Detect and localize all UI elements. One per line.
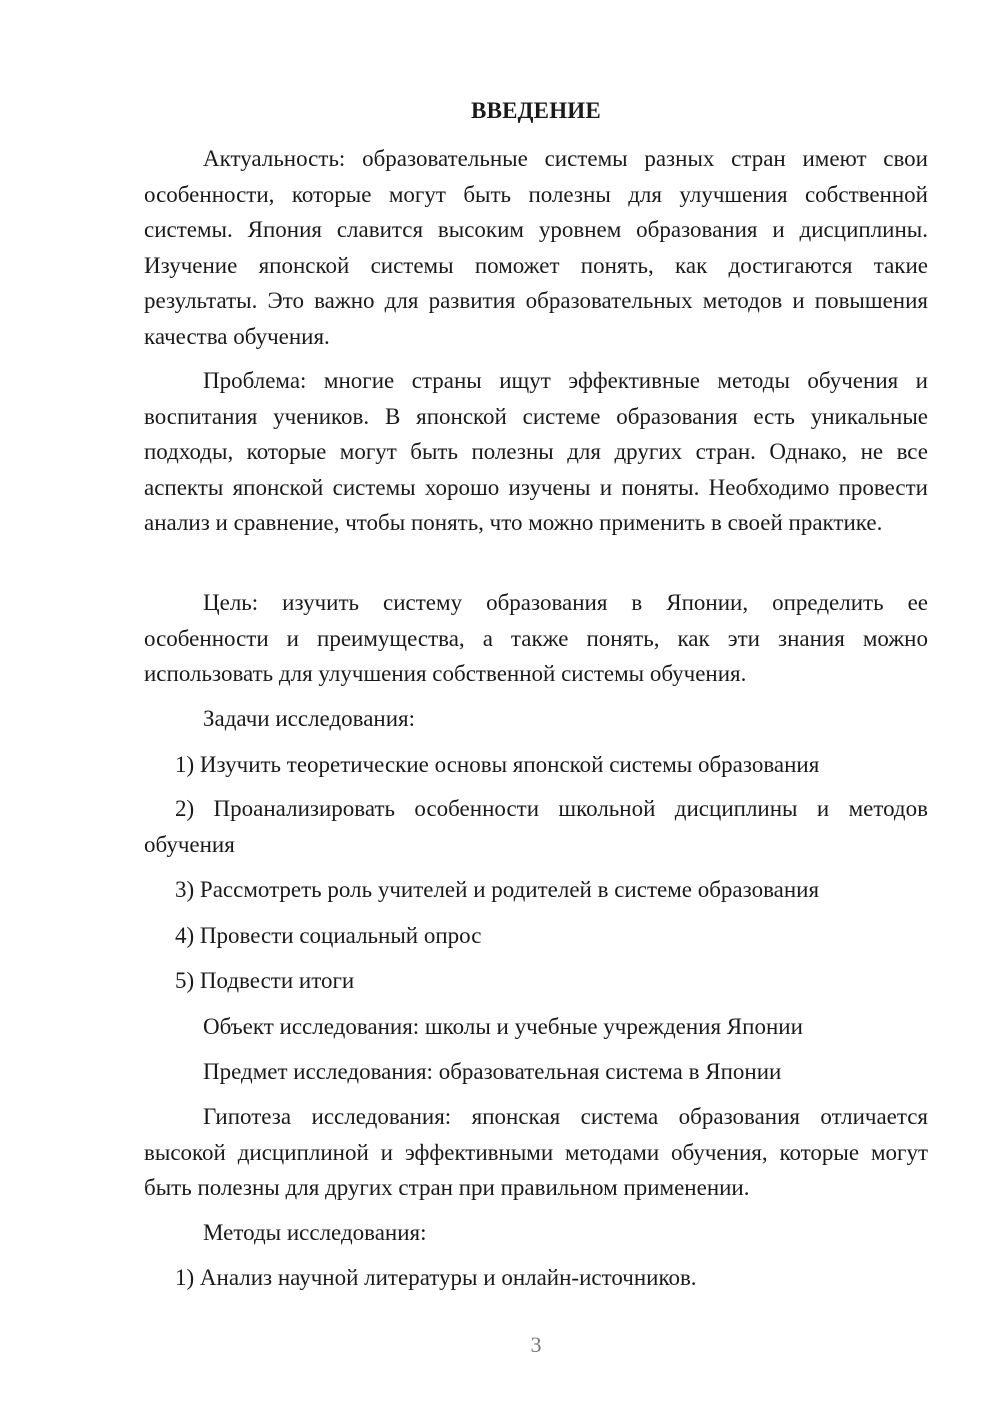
task-item-2: 2) Проанализировать особенности школьной дисциплины и методов обучения [144, 796, 928, 857]
tasks-heading: Задачи исследования: [203, 706, 416, 731]
task-item-4: 4) Провести социальный опрос [175, 923, 482, 948]
page-number: 3 [530, 1332, 542, 1357]
task-item-5: 5) Подвести итоги [175, 968, 355, 993]
methods-heading: Методы исследования: [203, 1220, 427, 1245]
research-subject: Предмет исследования: образовательная система в Японии [203, 1059, 782, 1084]
paragraph-goal: Цель: изучить систему образования в Японии, определить ее особенности и преимущества, а также понять, как эти знания можно использовать для улучшения собственной системы обучения. [144, 590, 928, 687]
paragraph-relevance: Актуальность: образовательные системы разных стран имеют свои особенности, которые могут быть полезны для улучшения собственной системы. Япония славится высоким уровнем образования и дисциплины. Изучение японской системы поможет понять, как достигаются такие результаты. Это важно для развития образовательных методов и повышения качества обучения. [144, 146, 928, 349]
method-item-1: 1) Анализ научной литературы и онлайн-источников. [175, 1265, 697, 1290]
task-item-3: 3) Рассмотреть роль учителей и родителей в системе образования [175, 877, 820, 902]
task-item-1: 1) Изучить теоретические основы японской системы образования [175, 752, 820, 777]
page-title: ВВЕДЕНИЕ [471, 98, 601, 123]
paragraph-problem: Проблема: многие страны ищут эффективные методы обучения и воспитания учеников. В японской системе образования есть уникальные подходы, которые могут быть полезны для других стран. Однако, не все аспекты японской системы хорошо изучены и поняты. Необходимо провести анализ и сравнение, чтобы понять, что можно применить в своей практике. [144, 368, 928, 536]
research-object: Объект исследования: школы и учебные учреждения Японии [203, 1014, 803, 1039]
research-hypothesis: Гипотеза исследования: японская система образования отличается высокой дисциплиной и эффективными методами обучения, которые могут быть полезны для других стран при правильном применении. [144, 1104, 928, 1201]
